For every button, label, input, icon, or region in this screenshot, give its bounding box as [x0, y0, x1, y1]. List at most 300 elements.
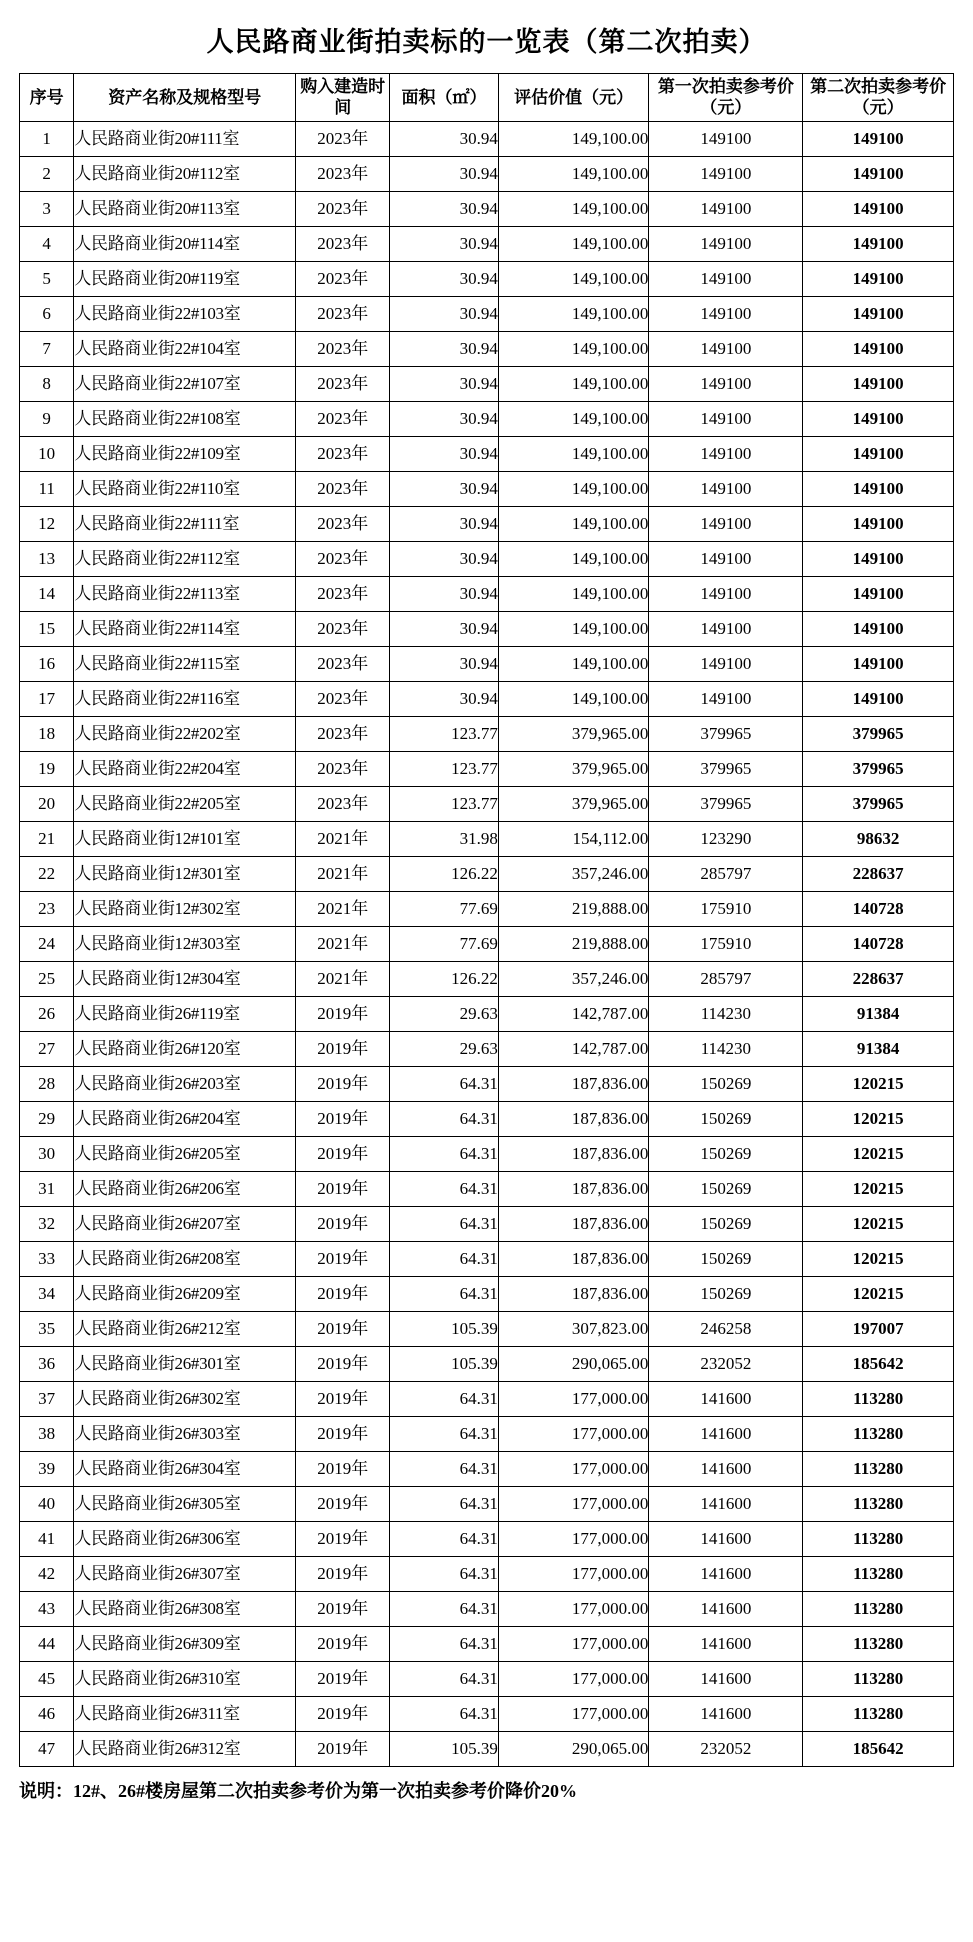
cell-appraisal-value: 379,965.00 — [498, 751, 649, 786]
cell-first-price: 285797 — [649, 961, 803, 996]
column-header-asset-name: 资产名称及规格型号 — [74, 74, 296, 122]
table-row — [20, 1101, 954, 1136]
cell-asset-name: 人民路商业街12#302室 — [74, 891, 296, 926]
cell-appraisal-value: 142,787.00 — [498, 1031, 649, 1066]
cell-first-price: 150269 — [649, 1206, 803, 1241]
cell-index: 15 — [20, 611, 74, 646]
cell-appraisal-value: 177,000.00 — [498, 1696, 649, 1731]
table-body — [20, 121, 954, 1766]
cell-area: 105.39 — [390, 1731, 499, 1766]
cell-appraisal-value: 149,100.00 — [498, 541, 649, 576]
cell-index: 43 — [20, 1591, 74, 1626]
cell-second-price: 120215 — [803, 1276, 954, 1311]
cell-appraisal-value: 379,965.00 — [498, 786, 649, 821]
cell-asset-name: 人民路商业街26#304室 — [74, 1451, 296, 1486]
cell-first-price: 149100 — [649, 576, 803, 611]
table-row — [20, 1241, 954, 1276]
cell-asset-name: 人民路商业街22#104室 — [74, 331, 296, 366]
cell-appraisal-value: 187,836.00 — [498, 1206, 649, 1241]
cell-build-year: 2023年 — [296, 261, 390, 296]
table-row — [20, 401, 954, 436]
cell-build-year: 2023年 — [296, 611, 390, 646]
cell-asset-name: 人民路商业街12#303室 — [74, 926, 296, 961]
cell-second-price: 149100 — [803, 226, 954, 261]
table-row — [20, 1136, 954, 1171]
cell-appraisal-value: 177,000.00 — [498, 1591, 649, 1626]
cell-build-year: 2023年 — [296, 786, 390, 821]
cell-area: 105.39 — [390, 1346, 499, 1381]
cell-index: 11 — [20, 471, 74, 506]
cell-second-price: 113280 — [803, 1591, 954, 1626]
cell-index: 17 — [20, 681, 74, 716]
cell-area: 64.31 — [390, 1451, 499, 1486]
cell-second-price: 197007 — [803, 1311, 954, 1346]
cell-asset-name: 人民路商业街20#119室 — [74, 261, 296, 296]
cell-area: 64.31 — [390, 1591, 499, 1626]
table-row — [20, 926, 954, 961]
cell-build-year: 2019年 — [296, 1276, 390, 1311]
cell-second-price: 120215 — [803, 1101, 954, 1136]
table-row — [20, 331, 954, 366]
cell-index: 21 — [20, 821, 74, 856]
cell-build-year: 2021年 — [296, 821, 390, 856]
cell-area: 105.39 — [390, 1311, 499, 1346]
cell-appraisal-value: 149,100.00 — [498, 226, 649, 261]
cell-first-price: 379965 — [649, 716, 803, 751]
cell-area: 30.94 — [390, 261, 499, 296]
cell-first-price: 149100 — [649, 156, 803, 191]
cell-second-price: 149100 — [803, 506, 954, 541]
cell-second-price: 149100 — [803, 261, 954, 296]
cell-build-year: 2019年 — [296, 1171, 390, 1206]
cell-build-year: 2019年 — [296, 1626, 390, 1661]
cell-appraisal-value: 149,100.00 — [498, 471, 649, 506]
cell-area: 64.31 — [390, 1276, 499, 1311]
cell-appraisal-value: 149,100.00 — [498, 191, 649, 226]
table-row — [20, 1276, 954, 1311]
cell-area: 30.94 — [390, 506, 499, 541]
cell-second-price: 149100 — [803, 436, 954, 471]
cell-area: 30.94 — [390, 576, 499, 611]
cell-appraisal-value: 149,100.00 — [498, 331, 649, 366]
cell-asset-name: 人民路商业街26#302室 — [74, 1381, 296, 1416]
cell-index: 29 — [20, 1101, 74, 1136]
cell-first-price: 379965 — [649, 786, 803, 821]
cell-build-year: 2019年 — [296, 1521, 390, 1556]
column-header-first-price: 第一次拍卖参考价（元） — [649, 74, 803, 122]
cell-index: 28 — [20, 1066, 74, 1101]
cell-asset-name: 人民路商业街22#114室 — [74, 611, 296, 646]
cell-appraisal-value: 149,100.00 — [498, 121, 649, 156]
cell-first-price: 175910 — [649, 926, 803, 961]
cell-build-year: 2019年 — [296, 1556, 390, 1591]
cell-first-price: 150269 — [649, 1136, 803, 1171]
cell-area: 64.31 — [390, 1101, 499, 1136]
cell-area: 64.31 — [390, 1171, 499, 1206]
cell-second-price: 149100 — [803, 681, 954, 716]
cell-second-price: 98632 — [803, 821, 954, 856]
cell-appraisal-value: 177,000.00 — [498, 1556, 649, 1591]
cell-build-year: 2019年 — [296, 1066, 390, 1101]
cell-first-price: 175910 — [649, 891, 803, 926]
cell-build-year: 2023年 — [296, 576, 390, 611]
cell-build-year: 2019年 — [296, 1591, 390, 1626]
cell-first-price: 149100 — [649, 191, 803, 226]
cell-first-price: 141600 — [649, 1661, 803, 1696]
cell-appraisal-value: 177,000.00 — [498, 1381, 649, 1416]
table-row — [20, 996, 954, 1031]
table-row — [20, 1311, 954, 1346]
cell-first-price: 246258 — [649, 1311, 803, 1346]
cell-second-price: 140728 — [803, 891, 954, 926]
table-row — [20, 191, 954, 226]
cell-first-price: 232052 — [649, 1731, 803, 1766]
cell-build-year: 2019年 — [296, 1346, 390, 1381]
cell-first-price: 150269 — [649, 1241, 803, 1276]
cell-first-price: 149100 — [649, 226, 803, 261]
cell-asset-name: 人民路商业街26#204室 — [74, 1101, 296, 1136]
table-row — [20, 821, 954, 856]
cell-index: 18 — [20, 716, 74, 751]
cell-area: 30.94 — [390, 366, 499, 401]
cell-build-year: 2019年 — [296, 1136, 390, 1171]
cell-appraisal-value: 149,100.00 — [498, 366, 649, 401]
cell-asset-name: 人民路商业街22#107室 — [74, 366, 296, 401]
cell-first-price: 141600 — [649, 1556, 803, 1591]
cell-asset-name: 人民路商业街26#307室 — [74, 1556, 296, 1591]
table-row — [20, 1661, 954, 1696]
cell-second-price: 185642 — [803, 1731, 954, 1766]
cell-build-year: 2021年 — [296, 856, 390, 891]
cell-first-price: 114230 — [649, 1031, 803, 1066]
table-row — [20, 1591, 954, 1626]
cell-build-year: 2019年 — [296, 1486, 390, 1521]
cell-build-year: 2023年 — [296, 681, 390, 716]
cell-area: 30.94 — [390, 156, 499, 191]
cell-appraisal-value: 187,836.00 — [498, 1171, 649, 1206]
cell-asset-name: 人民路商业街22#111室 — [74, 506, 296, 541]
cell-index: 26 — [20, 996, 74, 1031]
cell-second-price: 228637 — [803, 961, 954, 996]
cell-build-year: 2019年 — [296, 1451, 390, 1486]
cell-appraisal-value: 187,836.00 — [498, 1136, 649, 1171]
cell-build-year: 2023年 — [296, 191, 390, 226]
cell-first-price: 114230 — [649, 996, 803, 1031]
cell-second-price: 113280 — [803, 1696, 954, 1731]
cell-first-price: 149100 — [649, 121, 803, 156]
cell-area: 126.22 — [390, 961, 499, 996]
cell-asset-name: 人民路商业街22#202室 — [74, 716, 296, 751]
cell-index: 25 — [20, 961, 74, 996]
table-row — [20, 1696, 954, 1731]
cell-appraisal-value: 149,100.00 — [498, 611, 649, 646]
cell-asset-name: 人民路商业街26#208室 — [74, 1241, 296, 1276]
cell-index: 3 — [20, 191, 74, 226]
cell-appraisal-value: 357,246.00 — [498, 856, 649, 891]
cell-second-price: 113280 — [803, 1556, 954, 1591]
cell-appraisal-value: 219,888.00 — [498, 926, 649, 961]
cell-area: 64.31 — [390, 1066, 499, 1101]
cell-asset-name: 人民路商业街26#301室 — [74, 1346, 296, 1381]
cell-asset-name: 人民路商业街20#114室 — [74, 226, 296, 261]
cell-asset-name: 人民路商业街26#209室 — [74, 1276, 296, 1311]
table-row — [20, 541, 954, 576]
cell-index: 30 — [20, 1136, 74, 1171]
cell-asset-name: 人民路商业街26#308室 — [74, 1591, 296, 1626]
cell-second-price: 140728 — [803, 926, 954, 961]
cell-appraisal-value: 149,100.00 — [498, 296, 649, 331]
table-row — [20, 751, 954, 786]
cell-area: 30.94 — [390, 121, 499, 156]
cell-second-price: 149100 — [803, 611, 954, 646]
cell-appraisal-value: 177,000.00 — [498, 1451, 649, 1486]
cell-second-price: 149100 — [803, 331, 954, 366]
cell-area: 30.94 — [390, 226, 499, 261]
cell-first-price: 149100 — [649, 541, 803, 576]
cell-area: 126.22 — [390, 856, 499, 891]
cell-appraisal-value: 177,000.00 — [498, 1521, 649, 1556]
cell-build-year: 2019年 — [296, 1731, 390, 1766]
cell-appraisal-value: 149,100.00 — [498, 156, 649, 191]
cell-appraisal-value: 290,065.00 — [498, 1731, 649, 1766]
cell-second-price: 149100 — [803, 401, 954, 436]
table-row — [20, 436, 954, 471]
cell-second-price: 120215 — [803, 1241, 954, 1276]
cell-build-year: 2019年 — [296, 1031, 390, 1066]
cell-asset-name: 人民路商业街26#206室 — [74, 1171, 296, 1206]
cell-first-price: 379965 — [649, 751, 803, 786]
cell-area: 30.94 — [390, 471, 499, 506]
table-row — [20, 891, 954, 926]
cell-index: 8 — [20, 366, 74, 401]
cell-appraisal-value: 187,836.00 — [498, 1276, 649, 1311]
cell-second-price: 113280 — [803, 1381, 954, 1416]
cell-build-year: 2023年 — [296, 226, 390, 261]
cell-second-price: 113280 — [803, 1626, 954, 1661]
cell-asset-name: 人民路商业街26#303室 — [74, 1416, 296, 1451]
cell-build-year: 2023年 — [296, 436, 390, 471]
cell-appraisal-value: 149,100.00 — [498, 436, 649, 471]
table-row — [20, 1066, 954, 1101]
cell-first-price: 141600 — [649, 1486, 803, 1521]
cell-build-year: 2019年 — [296, 996, 390, 1031]
cell-second-price: 149100 — [803, 366, 954, 401]
cell-area: 64.31 — [390, 1556, 499, 1591]
cell-build-year: 2023年 — [296, 506, 390, 541]
cell-appraisal-value: 187,836.00 — [498, 1241, 649, 1276]
cell-index: 9 — [20, 401, 74, 436]
table-row — [20, 1556, 954, 1591]
cell-build-year: 2023年 — [296, 646, 390, 681]
cell-build-year: 2023年 — [296, 296, 390, 331]
table-header — [20, 74, 954, 122]
cell-appraisal-value: 187,836.00 — [498, 1101, 649, 1136]
cell-second-price: 149100 — [803, 541, 954, 576]
cell-first-price: 141600 — [649, 1626, 803, 1661]
cell-index: 31 — [20, 1171, 74, 1206]
cell-build-year: 2023年 — [296, 471, 390, 506]
cell-index: 7 — [20, 331, 74, 366]
cell-index: 10 — [20, 436, 74, 471]
cell-index: 44 — [20, 1626, 74, 1661]
table-row — [20, 261, 954, 296]
cell-area: 64.31 — [390, 1486, 499, 1521]
cell-first-price: 149100 — [649, 611, 803, 646]
cell-area: 64.31 — [390, 1136, 499, 1171]
cell-build-year: 2019年 — [296, 1101, 390, 1136]
cell-index: 35 — [20, 1311, 74, 1346]
cell-area: 30.94 — [390, 296, 499, 331]
cell-asset-name: 人民路商业街22#110室 — [74, 471, 296, 506]
cell-build-year: 2023年 — [296, 366, 390, 401]
cell-index: 22 — [20, 856, 74, 891]
table-row — [20, 296, 954, 331]
cell-second-price: 149100 — [803, 646, 954, 681]
cell-appraisal-value: 149,100.00 — [498, 261, 649, 296]
table-row — [20, 611, 954, 646]
table-row — [20, 1731, 954, 1766]
cell-asset-name: 人民路商业街22#113室 — [74, 576, 296, 611]
cell-first-price: 141600 — [649, 1521, 803, 1556]
cell-first-price: 285797 — [649, 856, 803, 891]
cell-index: 13 — [20, 541, 74, 576]
cell-index: 23 — [20, 891, 74, 926]
cell-build-year: 2019年 — [296, 1416, 390, 1451]
cell-build-year: 2023年 — [296, 121, 390, 156]
table-row — [20, 121, 954, 156]
cell-build-year: 2021年 — [296, 961, 390, 996]
cell-build-year: 2023年 — [296, 751, 390, 786]
cell-index: 36 — [20, 1346, 74, 1381]
cell-second-price: 120215 — [803, 1066, 954, 1101]
column-header-index: 序号 — [20, 74, 74, 122]
cell-second-price: 91384 — [803, 996, 954, 1031]
cell-first-price: 141600 — [649, 1591, 803, 1626]
cell-index: 41 — [20, 1521, 74, 1556]
cell-second-price: 379965 — [803, 751, 954, 786]
table-row — [20, 471, 954, 506]
cell-area: 64.31 — [390, 1206, 499, 1241]
cell-second-price: 379965 — [803, 786, 954, 821]
cell-build-year: 2023年 — [296, 156, 390, 191]
table-row — [20, 786, 954, 821]
cell-first-price: 232052 — [649, 1346, 803, 1381]
cell-appraisal-value: 149,100.00 — [498, 576, 649, 611]
cell-area: 30.94 — [390, 401, 499, 436]
cell-index: 16 — [20, 646, 74, 681]
table-row — [20, 1626, 954, 1661]
cell-build-year: 2019年 — [296, 1311, 390, 1346]
cell-index: 37 — [20, 1381, 74, 1416]
cell-first-price: 141600 — [649, 1451, 803, 1486]
cell-first-price: 149100 — [649, 506, 803, 541]
cell-asset-name: 人民路商业街26#310室 — [74, 1661, 296, 1696]
cell-area: 64.31 — [390, 1241, 499, 1276]
cell-build-year: 2019年 — [296, 1206, 390, 1241]
cell-index: 1 — [20, 121, 74, 156]
cell-asset-name: 人民路商业街20#112室 — [74, 156, 296, 191]
cell-asset-name: 人民路商业街26#119室 — [74, 996, 296, 1031]
cell-second-price: 149100 — [803, 191, 954, 226]
cell-appraisal-value: 307,823.00 — [498, 1311, 649, 1346]
cell-index: 2 — [20, 156, 74, 191]
cell-asset-name: 人民路商业街26#205室 — [74, 1136, 296, 1171]
cell-asset-name: 人民路商业街26#120室 — [74, 1031, 296, 1066]
cell-first-price: 150269 — [649, 1276, 803, 1311]
cell-appraisal-value: 219,888.00 — [498, 891, 649, 926]
table-row — [20, 961, 954, 996]
cell-first-price: 149100 — [649, 681, 803, 716]
cell-first-price: 150269 — [649, 1101, 803, 1136]
table-row — [20, 576, 954, 611]
cell-second-price: 149100 — [803, 121, 954, 156]
cell-appraisal-value: 290,065.00 — [498, 1346, 649, 1381]
cell-area: 77.69 — [390, 926, 499, 961]
table-row — [20, 1451, 954, 1486]
cell-asset-name: 人民路商业街26#207室 — [74, 1206, 296, 1241]
cell-area: 30.94 — [390, 331, 499, 366]
table-row — [20, 681, 954, 716]
cell-second-price: 113280 — [803, 1521, 954, 1556]
cell-appraisal-value: 154,112.00 — [498, 821, 649, 856]
cell-appraisal-value: 177,000.00 — [498, 1416, 649, 1451]
cell-appraisal-value: 149,100.00 — [498, 681, 649, 716]
table-row — [20, 366, 954, 401]
cell-first-price: 149100 — [649, 296, 803, 331]
cell-area: 123.77 — [390, 716, 499, 751]
cell-appraisal-value: 357,246.00 — [498, 961, 649, 996]
cell-asset-name: 人民路商业街22#103室 — [74, 296, 296, 331]
cell-first-price: 149100 — [649, 366, 803, 401]
cell-first-price: 141600 — [649, 1416, 803, 1451]
cell-build-year: 2023年 — [296, 541, 390, 576]
cell-index: 33 — [20, 1241, 74, 1276]
cell-index: 34 — [20, 1276, 74, 1311]
cell-first-price: 150269 — [649, 1066, 803, 1101]
cell-asset-name: 人民路商业街26#203室 — [74, 1066, 296, 1101]
cell-second-price: 113280 — [803, 1661, 954, 1696]
cell-area: 29.63 — [390, 996, 499, 1031]
cell-first-price: 141600 — [649, 1381, 803, 1416]
cell-second-price: 149100 — [803, 296, 954, 331]
cell-area: 64.31 — [390, 1521, 499, 1556]
cell-asset-name: 人民路商业街22#109室 — [74, 436, 296, 471]
cell-second-price: 228637 — [803, 856, 954, 891]
cell-second-price: 185642 — [803, 1346, 954, 1381]
cell-index: 12 — [20, 506, 74, 541]
cell-appraisal-value: 142,787.00 — [498, 996, 649, 1031]
cell-index: 42 — [20, 1556, 74, 1591]
cell-asset-name: 人民路商业街22#112室 — [74, 541, 296, 576]
table-row — [20, 1416, 954, 1451]
cell-first-price: 141600 — [649, 1696, 803, 1731]
cell-index: 38 — [20, 1416, 74, 1451]
table-header-row — [20, 74, 954, 122]
cell-second-price: 149100 — [803, 576, 954, 611]
cell-build-year: 2023年 — [296, 331, 390, 366]
cell-build-year: 2021年 — [296, 891, 390, 926]
table-row — [20, 1206, 954, 1241]
cell-appraisal-value: 149,100.00 — [498, 401, 649, 436]
cell-asset-name: 人民路商业街12#304室 — [74, 961, 296, 996]
table-note: 说明：12#、26#楼房屋第二次拍卖参考价为第一次拍卖参考价降价20% — [19, 1780, 577, 1801]
table-row — [20, 226, 954, 261]
cell-index: 14 — [20, 576, 74, 611]
cell-build-year: 2021年 — [296, 926, 390, 961]
cell-area: 123.77 — [390, 786, 499, 821]
column-header-build-year: 购入建造时间 — [296, 74, 390, 122]
cell-area: 64.31 — [390, 1416, 499, 1451]
